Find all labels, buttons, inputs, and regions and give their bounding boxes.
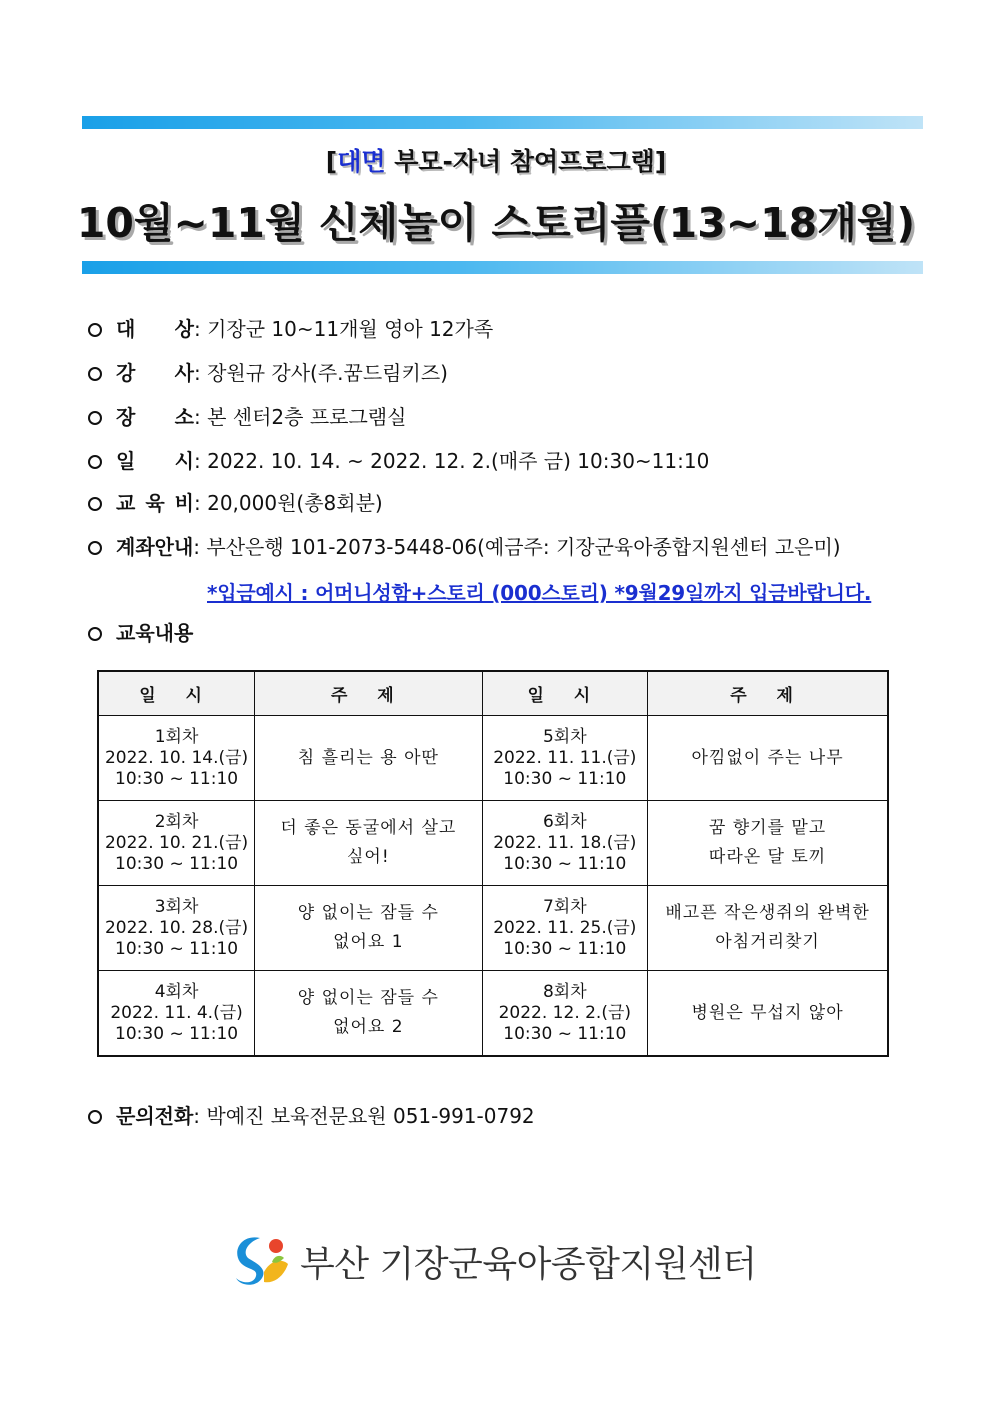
table-row — [98, 716, 888, 801]
info-contact — [88, 1103, 535, 1129]
session-cell: 3회차 2022. 10. 28.(금) 10:30 ~ 11:10 — [98, 886, 255, 971]
header-datetime: 일 시 — [482, 671, 648, 716]
circle-bullet-icon — [88, 541, 102, 555]
circle-bullet-icon — [88, 455, 102, 469]
info-fee-label: 교 육 비 — [116, 491, 194, 515]
header-topic: 주 제 — [255, 671, 482, 716]
top-decorative-bar — [82, 116, 923, 129]
info-fee — [88, 490, 383, 516]
session-cell: 4회차 2022. 11. 4.(금) 10:30 ~ 11:10 — [98, 971, 255, 1057]
schedule-table — [97, 670, 889, 1057]
schedule-header-row — [98, 671, 888, 716]
table-row — [98, 971, 888, 1057]
circle-bullet-icon — [88, 411, 102, 425]
info-place — [88, 404, 406, 430]
info-account — [88, 534, 841, 560]
info-contact-value: : 박예진 보육전문요원 051-991-0792 — [193, 1104, 535, 1128]
circle-bullet-icon — [88, 367, 102, 381]
info-instructor-value: : 장원규 강사(주.꿈드림키즈) — [194, 361, 448, 385]
session-cell: 5회차 2022. 11. 11.(금) 10:30 ~ 11:10 — [482, 716, 648, 801]
circle-bullet-icon — [88, 1110, 102, 1124]
info-instructor-label: 강 사 — [116, 361, 194, 385]
header-topic: 주 제 — [648, 671, 888, 716]
topic-cell: 양 없이는 잠들 수 없어요 2 — [255, 971, 482, 1057]
topic-cell: 배고픈 작은생쥐의 완벽한 아침거리찾기 — [648, 886, 888, 971]
center-logo-icon — [230, 1232, 290, 1288]
table-row — [98, 886, 888, 971]
topic-cell: 양 없이는 잠들 수 없어요 1 — [255, 886, 482, 971]
info-place-value: : 본 센터2층 프로그램실 — [194, 405, 407, 429]
table-row — [98, 801, 888, 886]
info-datetime — [88, 448, 709, 474]
info-datetime-label: 일 시 — [116, 449, 194, 473]
session-cell: 6회차 2022. 11. 18.(금) 10:30 ~ 11:10 — [482, 801, 648, 886]
info-instructor — [88, 360, 448, 386]
topic-cell: 더 좋은 동굴에서 살고 싶어! — [255, 801, 482, 886]
session-cell: 2회차 2022. 10. 21.(금) 10:30 ~ 11:10 — [98, 801, 255, 886]
topic-cell: 침 흘리는 용 아딴 — [255, 716, 482, 801]
session-cell: 1회차 2022. 10. 14.(금) 10:30 ~ 11:10 — [98, 716, 255, 801]
circle-bullet-icon — [88, 627, 102, 641]
content-label: 교육내용 — [116, 621, 194, 645]
session-cell: 8회차 2022. 12. 2.(금) 10:30 ~ 11:10 — [482, 971, 648, 1057]
program-title: 10월~11월 신체놀이 스토리플(13~18개월) — [76, 199, 916, 247]
info-place-label: 장 소 — [116, 405, 194, 429]
header-datetime: 일 시 — [98, 671, 255, 716]
circle-bullet-icon — [88, 497, 102, 511]
info-content-heading — [88, 620, 193, 646]
bottom-decorative-bar — [82, 261, 923, 274]
info-target — [88, 316, 493, 342]
organization-name: 부산 기장군육아종합지원센터 — [300, 1244, 757, 1285]
subtitle-highlight: 대면 — [337, 147, 386, 176]
info-fee-value: : 20,000원(총8회분) — [194, 491, 383, 515]
info-datetime-value: : 2022. 10. 14. ~ 2022. 12. 2.(매주 금) 10:30~11:10 — [194, 449, 710, 473]
circle-bullet-icon — [88, 323, 102, 337]
info-account-label: 계좌안내 — [116, 535, 194, 559]
info-contact-label: 문의전화 — [116, 1104, 194, 1128]
info-target-label: 대 상 — [116, 317, 194, 341]
topic-cell: 병원은 무섭지 않아 — [648, 971, 888, 1057]
info-account-value: : 부산은행 101-2073-5448-06(예금주: 기장군육아종합지원센터 고은미) — [193, 535, 841, 559]
info-target-value: : 기장군 10~11개월 영아 12가족 — [194, 317, 494, 341]
topic-cell: 꿈 향기를 맡고 따라온 달 토끼 — [648, 801, 888, 886]
topic-cell: 아낌없이 주는 나무 — [648, 716, 888, 801]
deposit-note: *입금예시 : 어머니성함+스토리 (000스토리) *9월29일까지 입금바랍니다. — [207, 581, 872, 605]
session-cell: 7회차 2022. 11. 25.(금) 10:30 ~ 11:10 — [482, 886, 648, 971]
program-subtitle: [대면 부모-자녀 참여프로그램] — [325, 147, 667, 176]
